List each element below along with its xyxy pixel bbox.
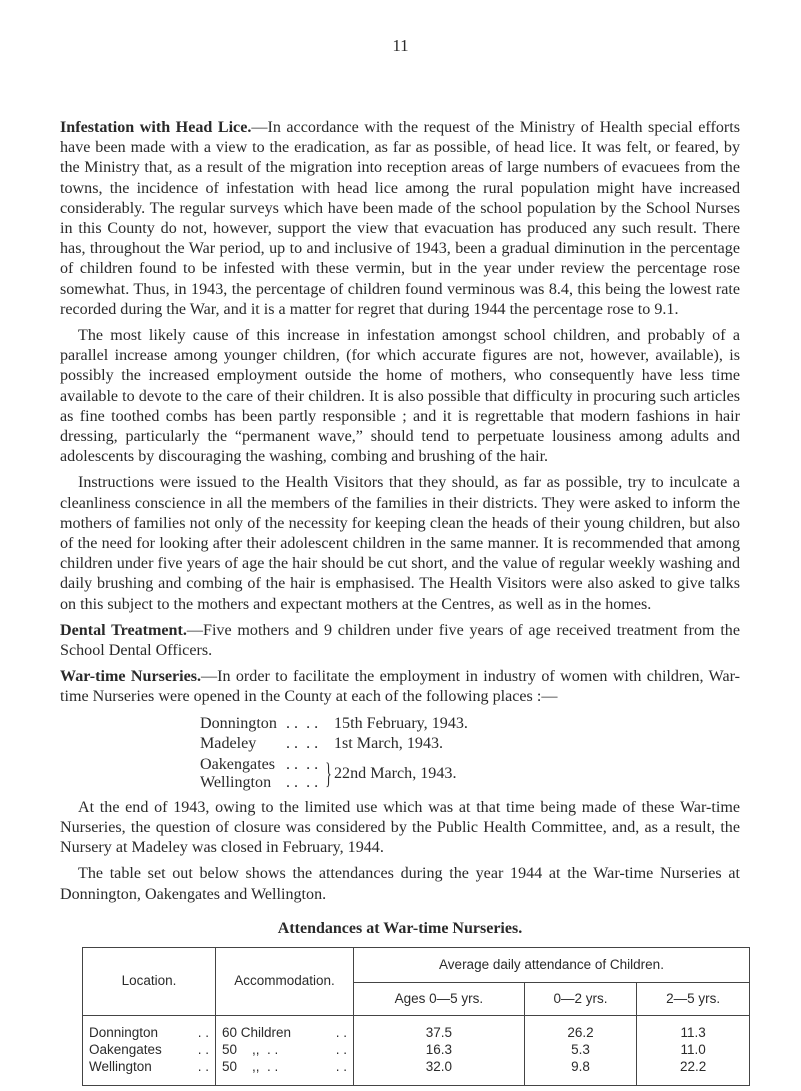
cell-location: Oakengates . . [83, 1041, 216, 1058]
cell-accommodation: 60 Children . . [216, 1015, 354, 1041]
paragraph-causes: The most likely cause of this increase in infestation amongst school children, and probably of a parallel increase among younger children, (for which accurate figures are not, however, available), is possibly the increased employment outside the home of mothers, who consequently have less time available to devote to the care of their children. It is also possible that difficulty in procuring such articles as fine toothed combs has been partly responsible ; and it is regrettable that modern fashions in hair dressing, particularly the “permanent wave,” should tend to perpetuate lousiness among adults and adolescents by discouraging the washing, combing and brushing of the hair. [60, 327, 740, 466]
place-row [60, 714, 740, 734]
paragraph-nurseries [60, 667, 740, 707]
paragraph-table-intro: The table set out below shows the attendances during the year 1944 at the War-time Nurseries at Donnington, Oakengates and Wellington. [60, 865, 740, 903]
cell-location: Donnington . . [83, 1015, 216, 1041]
place-name: Madeley [200, 734, 257, 752]
section-heading-dental: Dental Treatment. [60, 621, 187, 639]
table-row [83, 1041, 750, 1058]
table-title: Attendances at War-time Nurseries. [277, 919, 523, 937]
paragraph-text: —Five mothers and 9 children under five years of age received treatment from the School Dental Officers. [60, 621, 740, 660]
header-ages-0-5: Ages 0—5 yrs. [354, 982, 525, 1015]
cell-ages-2-5: 11.3 [637, 1015, 750, 1041]
cell-ages-0-2: 26.2 [524, 1015, 637, 1041]
nursery-places-list [60, 714, 740, 794]
cell-ages-2-5: 11.0 [637, 1041, 750, 1058]
table-row [83, 1058, 750, 1086]
place-name: Oakengates [200, 755, 276, 773]
place-name: Wellington [200, 773, 272, 791]
paragraph-text: —In order to facilitate the employment in industry of women with children, War-time Nurseries were opened in the County at each of the following places :— [60, 668, 740, 706]
cell-accommodation: 50 ,, . . . . [216, 1041, 354, 1058]
table-header-row [83, 947, 750, 982]
paragraph-text: —In accordance with the request of the Ministry of Health special efforts have been made with a view to the eradication, as far as possible, of head lice. It was felt, or feared, by the Ministry that, as a result of the migration into reception areas of large numbers of evacuees from the towns, the incidence of infestation with head lice among the rural population might have increased considerably. The regular surveys which have been made of the school population by the School Nurses in this County do not, however, support the view that evacuation has produced any such result. There has, throughout the War period, up to and inclusive of 1943, been a gradual diminution in the percentage of children found to be infested with these vermin, but in the year under review the percentage rose somewhat. Thus, in 1943, the percentage of children found verminous was 8.4, this being the lowest rate recorded during the War, and it is a matter for regret that during 1944 the percentage rose to 9.1. [60, 119, 740, 318]
cell-ages-0-2: 9.8 [524, 1058, 637, 1086]
page-number: 11 [392, 36, 409, 55]
cell-ages-2-5: 22.2 [637, 1058, 750, 1086]
header-ages-0-2: 0—2 yrs. [524, 982, 637, 1015]
section-heading-head-lice: Infestation with Head Lice. [60, 119, 252, 136]
attendance-table [82, 947, 750, 1086]
place-names-group [60, 756, 286, 792]
header-ages-2-5: 2—5 yrs. [637, 982, 750, 1015]
cell-ages-0-5: 32.0 [354, 1058, 525, 1086]
paragraph-head-lice [60, 118, 740, 320]
paragraph-dental [60, 621, 740, 661]
brace-mark: } [325, 756, 332, 790]
section-heading-nurseries: War-time Nurseries. [60, 668, 202, 686]
document-body [60, 118, 740, 1086]
place-date: 22nd March, 1943. [334, 764, 457, 782]
header-location: Location. [83, 947, 216, 1015]
place-row [60, 734, 740, 754]
leader-dots: . . . . [286, 734, 319, 752]
header-average-attendance: Average daily attendance of Children. [354, 947, 750, 982]
place-row-grouped [60, 754, 740, 794]
place-date: 15th February, 1943. [334, 714, 468, 732]
paragraph-closure: At the end of 1943, owing to the limited use which was at that time being made of these War-time Nurseries, the question of closure was considered by the Public Health Committee, and, as a result, the Nursery at Madeley was closed in February, 1944. [60, 798, 740, 857]
leader-dots: . . . . [286, 714, 319, 732]
leader-dots: . . . . . . . . [286, 755, 319, 791]
header-accommodation: Accommodation. [216, 947, 354, 1015]
cell-accommodation: 50 ,, . . . . [216, 1058, 354, 1086]
cell-ages-0-5: 37.5 [354, 1015, 525, 1041]
paragraph-instructions: Instructions were issued to the Health Visitors that they should, as far as possible, try to inculcate a cleanliness conscience in all the members of the families in their districts. They were asked to inform the mothers of families not only of the necessity for keeping clean the heads of their young children, but also of the need for looking after their adolescent children in the same manner. It is recommended that among children under five years of age the hair should be cut short, and the value of regular weekly washing and daily brushing and combing of the hair is emphasised. The Health Visitors were also asked to give talks on this subject to the mothers and expectant mothers at the Centres, as well as in the homes. [60, 474, 740, 613]
cell-location: Wellington . . [83, 1058, 216, 1086]
place-date: 1st March, 1943. [334, 734, 444, 752]
table-row [83, 1015, 750, 1041]
cell-ages-0-2: 5.3 [524, 1041, 637, 1058]
place-name: Donnington [200, 714, 277, 732]
cell-ages-0-5: 16.3 [354, 1041, 525, 1058]
